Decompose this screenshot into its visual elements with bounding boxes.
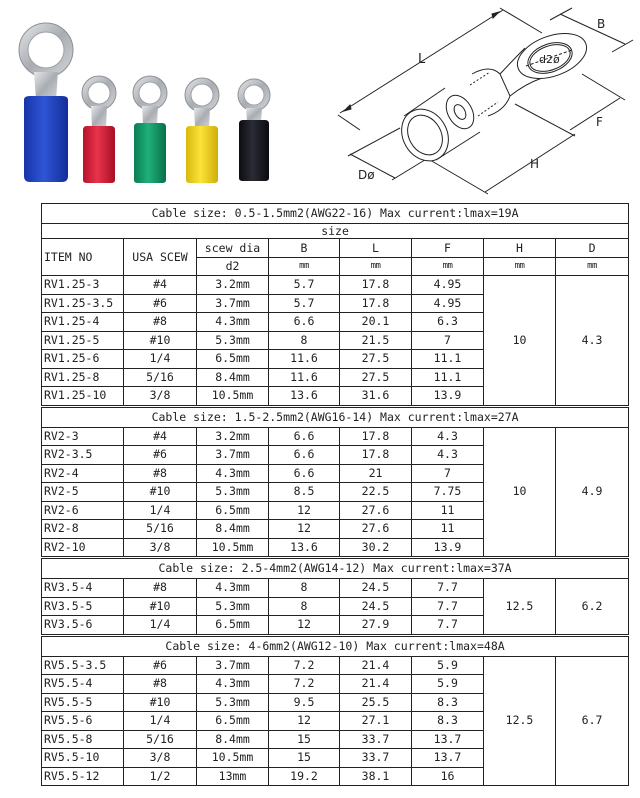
item-no-cell: RV3.5-5 [42,597,124,616]
d2-cell: 8.4mm [197,730,269,749]
h-cell: 10 [484,276,556,407]
usa-scew-cell: 5/16 [124,730,197,749]
b-cell: 6.6 [269,313,340,332]
usa-scew-cell: 1/2 [124,767,197,786]
l-cell: 21.5 [340,331,412,350]
f-cell: 13.9 [412,538,484,558]
f-cell: 11 [412,520,484,539]
usa-scew-cell: 1/4 [124,350,197,369]
item-no-cell: RV5.5-10 [42,749,124,768]
yellow-ring-terminal [185,78,219,183]
unit-mm: mm [556,258,629,276]
d2-cell: 5.3mm [197,331,269,350]
l-cell: 27.6 [340,501,412,520]
h-cell: 12.5 [484,579,556,636]
item-no-cell: RV3.5-4 [42,579,124,598]
d2-cell: 4.3mm [197,464,269,483]
unit-mm: mm [412,258,484,276]
d2-cell: 3.7mm [197,656,269,675]
d2-cell: 4.3mm [197,675,269,694]
table-row [42,276,629,295]
item-no-cell: RV5.5-4 [42,675,124,694]
h-cell: 12.5 [484,656,556,786]
l-cell: 22.5 [340,483,412,502]
f-cell: 7 [412,331,484,350]
d2-cell: 13mm [197,767,269,786]
l-cell: 25.5 [340,693,412,712]
table-row [42,656,629,675]
item-no-cell: RV1.25-4 [42,313,124,332]
f-cell: 13.7 [412,730,484,749]
item-no-cell: RV1.25-6 [42,350,124,369]
d2-cell: 3.7mm [197,446,269,465]
l-cell: 27.5 [340,350,412,369]
item-no-cell: RV5.5-12 [42,767,124,786]
unit-mm: mm [484,258,556,276]
d-cell: 4.3 [556,276,629,407]
header-item-no: ITEM NO [42,239,124,276]
header-d2: d2 [197,258,269,276]
d-cell: 4.9 [556,427,629,558]
item-no-cell: RV1.25-5 [42,331,124,350]
usa-scew-cell: 3/8 [124,538,197,558]
l-cell: 31.6 [340,387,412,407]
item-no-cell: RV1.25-3.5 [42,294,124,313]
item-no-cell: RV5.5-3.5 [42,656,124,675]
l-cell: 20.1 [340,313,412,332]
d2-cell: 5.3mm [197,693,269,712]
usa-scew-cell: 1/4 [124,712,197,731]
d2-cell: 10.5mm [197,387,269,407]
usa-scew-cell: #8 [124,579,197,598]
b-cell: 6.6 [269,446,340,465]
d-cell: 6.7 [556,656,629,786]
usa-scew-cell: #10 [124,483,197,502]
b-cell: 6.6 [269,464,340,483]
f-cell: 13.7 [412,749,484,768]
header-b: B [269,239,340,258]
section-title: Cable size: 2.5-4mm2(AWG14-12) Max current:lmax=37A [42,558,629,579]
b-cell: 12 [269,712,340,731]
f-cell: 11.1 [412,368,484,387]
b-cell: 9.5 [269,693,340,712]
item-no-cell: RV1.25-10 [42,387,124,407]
svg-text:H: H [530,157,540,171]
l-cell: 21.4 [340,656,412,675]
item-no-cell: RV5.5-6 [42,712,124,731]
item-no-cell: RV2-3.5 [42,446,124,465]
ring-terminals-photo [0,0,320,198]
f-cell: 7.7 [412,579,484,598]
section-title-row [42,635,629,656]
usa-scew-cell: #8 [124,313,197,332]
f-cell: 13.9 [412,387,484,407]
usa-scew-cell: #6 [124,656,197,675]
b-cell: 15 [269,730,340,749]
dimension-drawing [320,0,640,198]
item-no-cell: RV2-3 [42,427,124,446]
d2-cell: 6.5mm [197,501,269,520]
item-no-cell: RV2-5 [42,483,124,502]
usa-scew-cell: #10 [124,597,197,616]
usa-scew-cell: #6 [124,294,197,313]
d2-cell: 6.5mm [197,350,269,369]
f-cell: 6.3 [412,313,484,332]
b-cell: 5.7 [269,276,340,295]
d-cell: 6.2 [556,579,629,636]
b-cell: 15 [269,749,340,768]
d2-cell: 6.5mm [197,616,269,636]
usa-scew-cell: #4 [124,427,197,446]
d2-cell: 5.3mm [197,597,269,616]
item-no-cell: RV2-6 [42,501,124,520]
l-cell: 24.5 [340,579,412,598]
blue-ring-terminal [19,23,73,182]
f-cell: 4.3 [412,446,484,465]
l-cell: 30.2 [340,538,412,558]
l-cell: 21 [340,464,412,483]
svg-text:F: F [596,115,603,129]
d2-cell: 10.5mm [197,749,269,768]
usa-scew-cell: 3/8 [124,387,197,407]
f-cell: 7.7 [412,597,484,616]
item-no-cell: RV5.5-5 [42,693,124,712]
section-title-row [42,406,629,427]
b-cell: 12 [269,501,340,520]
b-cell: 7.2 [269,675,340,694]
d2-cell: 3.2mm [197,427,269,446]
f-cell: 4.95 [412,294,484,313]
d2-cell: 6.5mm [197,712,269,731]
header-usa-scew: USA SCEW [124,239,197,276]
b-cell: 12 [269,520,340,539]
item-no-cell: RV2-8 [42,520,124,539]
section-title: Cable size: 1.5-2.5mm2(AWG16-14) Max current:lmax=27A [42,406,629,427]
section-title: Cable size: 0.5-1.5mm2(AWG22-16) Max current:lmax=19A [42,204,629,224]
d2-cell: 8.4mm [197,520,269,539]
svg-text:Dø: Dø [358,168,375,182]
table-row [42,427,629,446]
b-cell: 8 [269,579,340,598]
size-header: size [42,224,629,239]
svg-text:d2ø: d2ø [539,53,560,66]
usa-scew-cell: 5/16 [124,520,197,539]
header-scew-dia: scew dia [197,239,269,258]
h-cell: 10 [484,427,556,558]
label-L: L [418,52,426,67]
item-no-cell: RV1.25-8 [42,368,124,387]
b-cell: 12 [269,616,340,636]
d2-cell: 3.7mm [197,294,269,313]
table-row [42,579,629,598]
f-cell: 4.95 [412,276,484,295]
section-title: Cable size: 4-6mm2(AWG12-10) Max current:lmax=48A [42,635,629,656]
green-ring-terminal [133,76,167,183]
b-cell: 8 [269,331,340,350]
l-cell: 17.8 [340,294,412,313]
f-cell: 4.3 [412,427,484,446]
l-cell: 17.8 [340,427,412,446]
section-title-row [42,204,629,224]
red-ring-terminal [82,76,116,183]
d2-cell: 10.5mm [197,538,269,558]
l-cell: 33.7 [340,749,412,768]
black-ring-terminal [238,79,270,181]
header-l: L [340,239,412,258]
item-no-cell: RV5.5-8 [42,730,124,749]
f-cell: 8.3 [412,693,484,712]
usa-scew-cell: #6 [124,446,197,465]
header-row [42,239,629,258]
f-cell: 8.3 [412,712,484,731]
b-cell: 5.7 [269,294,340,313]
l-cell: 17.8 [340,446,412,465]
l-cell: 27.9 [340,616,412,636]
l-cell: 33.7 [340,730,412,749]
usa-scew-cell: 5/16 [124,368,197,387]
item-no-cell: RV3.5-6 [42,616,124,636]
usa-scew-cell: #8 [124,675,197,694]
d2-cell: 3.2mm [197,276,269,295]
l-cell: 38.1 [340,767,412,786]
item-no-cell: RV2-10 [42,538,124,558]
item-no-cell: RV1.25-3 [42,276,124,295]
b-cell: 13.6 [269,538,340,558]
usa-scew-cell: 1/4 [124,616,197,636]
l-cell: 27.5 [340,368,412,387]
f-cell: 16 [412,767,484,786]
usa-scew-cell: #8 [124,464,197,483]
f-cell: 5.9 [412,675,484,694]
usa-scew-cell: 3/8 [124,749,197,768]
f-cell: 7.75 [412,483,484,502]
section-title-row [42,558,629,579]
usa-scew-cell: #4 [124,276,197,295]
d2-cell: 4.3mm [197,579,269,598]
header-h: H [484,239,556,258]
f-cell: 11.1 [412,350,484,369]
b-cell: 13.6 [269,387,340,407]
b-cell: 7.2 [269,656,340,675]
unit-mm: mm [269,258,340,276]
d2-cell: 5.3mm [197,483,269,502]
header-d: D [556,239,629,258]
f-cell: 7 [412,464,484,483]
l-cell: 27.1 [340,712,412,731]
f-cell: 5.9 [412,656,484,675]
l-cell: 27.6 [340,520,412,539]
usa-scew-cell: #10 [124,331,197,350]
l-cell: 17.8 [340,276,412,295]
size-header-row [42,224,629,239]
b-cell: 19.2 [269,767,340,786]
b-cell: 6.6 [269,427,340,446]
usa-scew-cell: 1/4 [124,501,197,520]
l-cell: 21.4 [340,675,412,694]
f-cell: 7.7 [412,616,484,636]
b-cell: 11.6 [269,368,340,387]
b-cell: 11.6 [269,350,340,369]
b-cell: 8.5 [269,483,340,502]
f-cell: 11 [412,501,484,520]
l-cell: 24.5 [340,597,412,616]
header-f: F [412,239,484,258]
usa-scew-cell: #10 [124,693,197,712]
d2-cell: 8.4mm [197,368,269,387]
unit-mm: mm [340,258,412,276]
d2-cell: 4.3mm [197,313,269,332]
b-cell: 8 [269,597,340,616]
item-no-cell: RV2-4 [42,464,124,483]
spec-table [41,203,629,786]
svg-text:B: B [597,17,606,31]
